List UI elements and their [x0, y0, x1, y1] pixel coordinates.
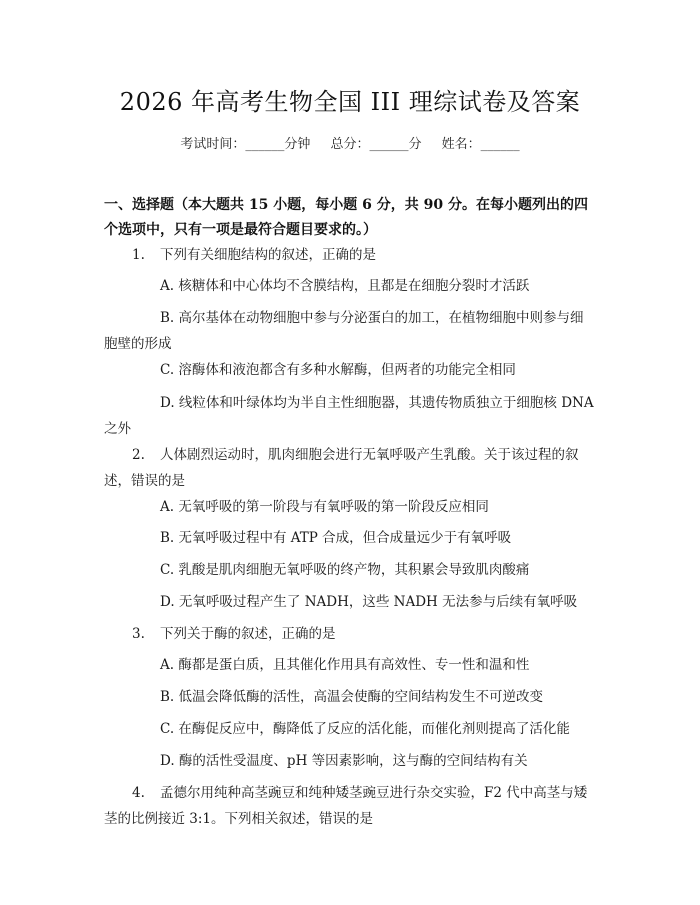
question-1-option-b: B. 高尔基体在动物细胞中参与分泌蛋白的加工，在植物细胞中则参与细胞壁的形成: [104, 310, 584, 352]
exam-time-field: 考试时间：______分钟: [180, 137, 311, 152]
question-1-option-a: A. 核糖体和中心体均不含膜结构，且都是在细胞分裂时才活跃: [160, 278, 530, 294]
question-3-option-d: D. 酶的活性受温度、pH 等因素影响，这与酶的空间结构有关: [160, 753, 528, 769]
question-1-stem: [104, 242, 596, 268]
question-2-option-a: A. 无氧呼吸的第一阶段与有氧呼吸的第一阶段反应相同: [160, 499, 489, 515]
total-score-field: 总分：______分: [330, 137, 422, 152]
question-3-option-c: C. 在酶促反应中，酶降低了反应的活化能，而催化剂则提高了活化能: [160, 721, 570, 737]
question-2-option-d: D. 无氧呼吸过程产生了 NADH，这些 NADH 无法参与后续有氧呼吸: [160, 594, 578, 610]
question-text: 下列有关细胞结构的叙述，正确的是: [160, 247, 376, 263]
question-2-option-c: C. 乳酸是肌肉细胞无氧呼吸的终产物，其积累会导致肌肉酸痛: [160, 562, 530, 578]
question-number: 2.: [132, 447, 145, 463]
question-number: 3.: [132, 626, 145, 642]
exam-meta: [0, 133, 700, 152]
question-2-option-b: B. 无氧呼吸过程中有 ATP 合成，但合成量远少于有氧呼吸: [160, 530, 512, 546]
question-4-stem: [104, 780, 596, 832]
question-3-stem: [104, 621, 596, 647]
section-heading: 一、选择题（本大题共 15 小题，每小题 6 分，共 90 分。在每小题列出的四个选项中，只有一项是最符合题目要求的。）: [104, 197, 588, 238]
question-3-option-a: A. 酶都是蛋白质，且其催化作用具有高效性、专一性和温和性: [160, 657, 530, 673]
question-text: 人体剧烈运动时，肌肉细胞会进行无氧呼吸产生乳酸。关于该过程的叙述，错误的是: [104, 447, 579, 489]
question-number: 4.: [132, 785, 145, 801]
student-name-field: 姓名：______: [441, 137, 520, 152]
question-3-option-b: B. 低温会降低酶的活性，高温会使酶的空间结构发生不可逆改变: [160, 689, 544, 705]
question-number: 1.: [132, 247, 145, 263]
question-1-option-d: D. 线粒体和叶绿体均为半自主性细胞器，其遗传物质独立于细胞核 DNA 之外: [104, 395, 594, 437]
page-title: 2026 年高考生物全国 III 理综试卷及答案: [119, 88, 581, 116]
question-1-option-c: C. 溶酶体和液泡都含有多种水解酶，但两者的功能完全相同: [160, 362, 516, 378]
question-text: 下列关于酶的叙述，正确的是: [160, 626, 336, 642]
question-2-stem: [104, 442, 596, 494]
question-text: 孟德尔用纯种高茎豌豆和纯种矮茎豌豆进行杂交实验，F2 代中高茎与矮茎的比例接近 3:1。下列相关叙述，错误的是: [104, 785, 588, 827]
